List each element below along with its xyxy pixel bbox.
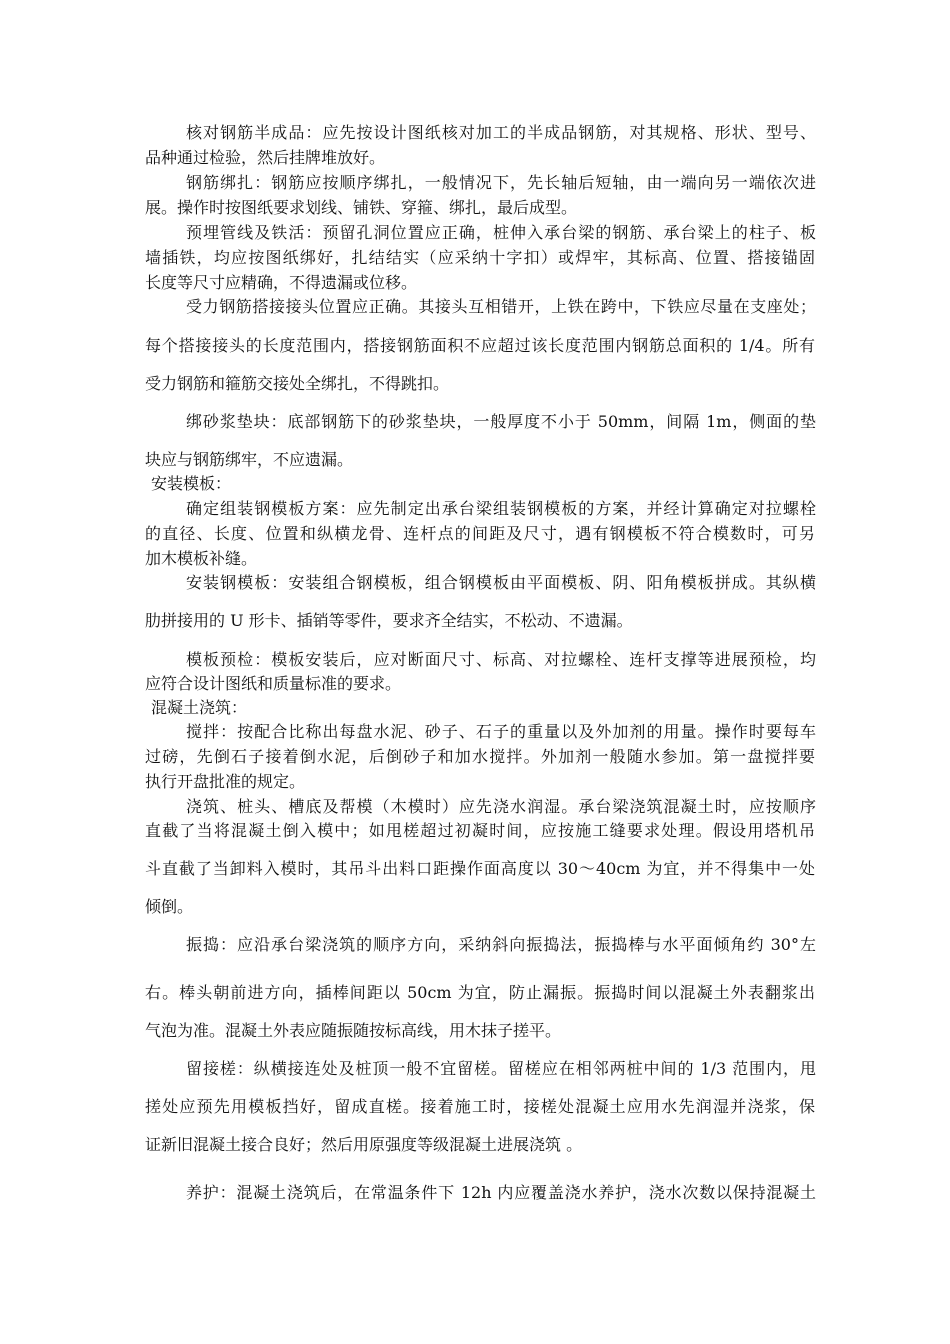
text-line: 证新旧混凝土接合良好；然后用原强度等级混凝土进展浇筑 。 <box>145 1135 583 1154</box>
text-line: 搅拌：按配合比称出每盘水泥、砂子、石子的重量以及外加剂的用量。操作时要每车 <box>186 722 816 741</box>
text-line: 钢筋绑扎：钢筋应按顺序绑扎，一般情况下，先长轴后短轴，由一端向另一端依次进 <box>186 173 816 192</box>
text-line: 加木模板补缝。 <box>145 549 258 568</box>
text-line: 搓处应预先用模板挡好，留成直槎。接着施工时，接槎处混凝土应用水先润湿并浇浆，保 <box>145 1097 815 1116</box>
section-heading: 混凝土浇筑： <box>151 698 248 717</box>
text-line: 长度等尺寸应精确，不得遗漏或位移。 <box>145 273 418 292</box>
text-line: 墙插铁，均应按图纸绑好，扎结结实（应采纳十字扣）或焊牢，其标高、位置、搭接锚固 <box>145 248 815 267</box>
text-line: 执行开盘批准的规定。 <box>145 772 306 791</box>
text-line: 每个搭接接头的长度范围内，搭接钢筋面积不应超过该长度范围内钢筋总面积的 1/4。所有 <box>145 336 815 355</box>
text-line: 预埋管线及铁活：预留孔洞位置应正确，桩伸入承台梁的钢筋、承台梁上的柱子、板 <box>186 223 816 242</box>
text-line: 浇筑、桩头、槽底及帮模（木模时）应先浇水润湿。承台梁浇筑混凝土时，应按顺序 <box>186 797 816 816</box>
text-line: 品种通过检验，然后挂牌堆放好。 <box>145 148 386 167</box>
text-line: 右。棒头朝前进方向，插棒间距以 50cm 为宜，防止漏振。振捣时间以混凝土外表翻浆出 <box>145 983 815 1002</box>
text-line: 绑砂浆垫块：底部钢筋下的砂浆垫块，一般厚度不小于 50mm，间隔 1m，侧面的垫 <box>186 412 816 431</box>
text-line: 块应与钢筋绑牢，不应遗漏。 <box>145 450 354 469</box>
text-line: 核对钢筋半成品：应先按设计图纸核对加工的半成品钢筋，对其规格、形状、型号、 <box>186 123 816 142</box>
text-line: 安装钢模板：安装组合钢模板，组合钢模板由平面模板、阴、阳角模板拼成。其纵横 <box>186 573 816 592</box>
text-line: 养护：混凝土浇筑后，在常温条件下 12h 内应覆盖浇水养护，浇水次数以保持混凝土 <box>186 1183 816 1202</box>
text-line: 应符合设计图纸和质量标准的要求。 <box>145 674 402 693</box>
section-heading: 安装模板： <box>151 474 232 493</box>
text-line: 斗直截了当卸料入模时，其吊斗出料口距操作面高度以 30～40cm 为宜，并不得集中一处 <box>145 859 815 878</box>
text-line: 受力钢筋搭接接头位置应正确。其接头互相错开，上铁在跨中，下铁应尽量在支座处； <box>186 297 816 316</box>
text-line: 过磅，先倒石子接着倒水泥，后倒砂子和加水搅拌。外加剂一般随水参加。第一盘搅拌要 <box>145 747 815 766</box>
text-line: 确定组装钢模板方案：应先制定出承台梁组装钢模板的方案，并经计算确定对拉螺栓 <box>186 499 816 518</box>
text-line: 模板预检：模板安装后，应对断面尺寸、标高、对拉螺栓、连杆支撑等进展预检，均 <box>186 650 816 669</box>
text-line: 气泡为准。混凝土外表应随振随按标高线，用木抹子搓平。 <box>145 1021 562 1040</box>
text-line: 直截了当将混凝土倒入模中；如甩槎超过初凝时间，应按施工缝要求处理。假设用塔机吊 <box>145 821 815 840</box>
text-line: 展。操作时按图纸要求划线、铺铁、穿箍、绑扎，最后成型。 <box>145 198 578 217</box>
text-line: 受力钢筋和箍筋交接处全绑扎，不得跳扣。 <box>145 374 450 393</box>
text-line: 肋拼接用的 U 形卡、插销等零件，要求齐全结实，不松动、不遗漏。 <box>145 611 633 630</box>
text-line: 留接槎：纵横接连处及桩顶一般不宜留槎。留槎应在相邻两桩中间的 1/3 范围内，甩 <box>186 1059 816 1078</box>
text-line: 的直径、长度、位置和纵横龙骨、连杆点的间距及尺寸，遇有钢模板不符合模数时，可另 <box>145 524 815 543</box>
text-line: 倾倒。 <box>145 897 194 916</box>
text-line: 振捣：应沿承台梁浇筑的顺序方向，采纳斜向振捣法，振捣棒与水平面倾角约 30°左 <box>186 935 816 954</box>
